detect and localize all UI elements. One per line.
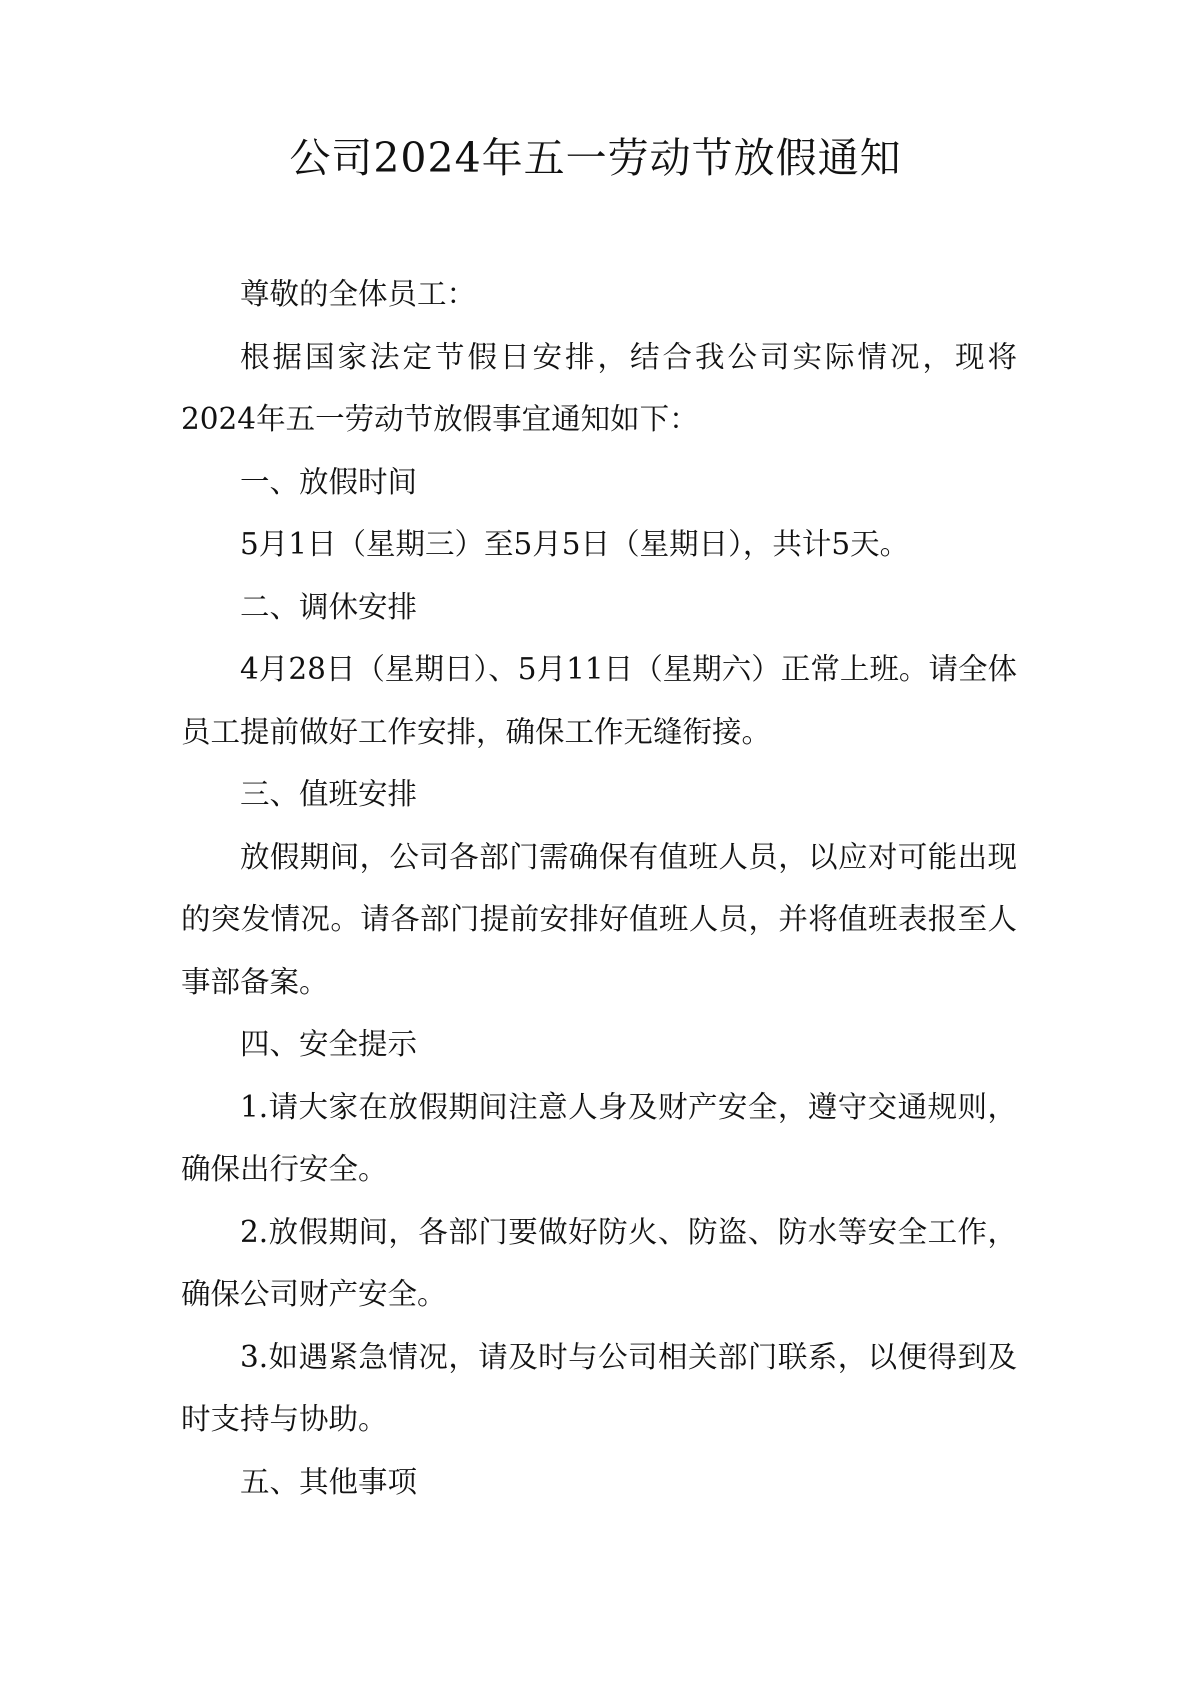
holiday-time-paragraph: 5月1日（星期三）至5月5日（星期日），共计5天。 (240, 527, 910, 561)
section-heading-safety-tips: 四、安全提示 (240, 1027, 418, 1061)
safety-tip-1: 1.请大家在放假期间注意人身及财产安全，遵守交通规则，确保出行安全。 (181, 1089, 1017, 1186)
section-heading-shift-arrangement: 二、调休安排 (240, 589, 418, 624)
document-body (181, 263, 1017, 1513)
document-title: 公司2024年五一劳动节放假通知 (289, 134, 902, 182)
section-heading-duty-arrangement: 三、值班安排 (240, 777, 418, 811)
shift-arrangement-paragraph: 4月28日（星期日）、5月11日（星期六）正常上班。请全体员工提前做好工作安排，确保工作无缝衔接。 (181, 652, 1017, 749)
intro-paragraph: 根据国家法定节假日安排，结合我公司实际情况，现将2024年五一劳动节放假事宜通知如下： (181, 339, 1017, 436)
safety-tip-3: 3.如遇紧急情况，请及时与公司相关部门联系，以便得到及时支持与协助。 (181, 1339, 1017, 1436)
section-heading-holiday-time: 一、放假时间 (240, 464, 418, 499)
duty-arrangement-paragraph: 放假期间，公司各部门需确保有值班人员，以应对可能出现的突发情况。请各部门提前安排好值班人员，并将值班表报至人事部备案。 (181, 839, 1017, 999)
section-heading-other-matters: 五、其他事项 (240, 1464, 418, 1499)
safety-tip-2: 2.放假期间，各部门要做好防火、防盗、防水等安全工作，确保公司财产安全。 (181, 1214, 1017, 1311)
greeting: 尊敬的全体员工： (240, 277, 477, 311)
